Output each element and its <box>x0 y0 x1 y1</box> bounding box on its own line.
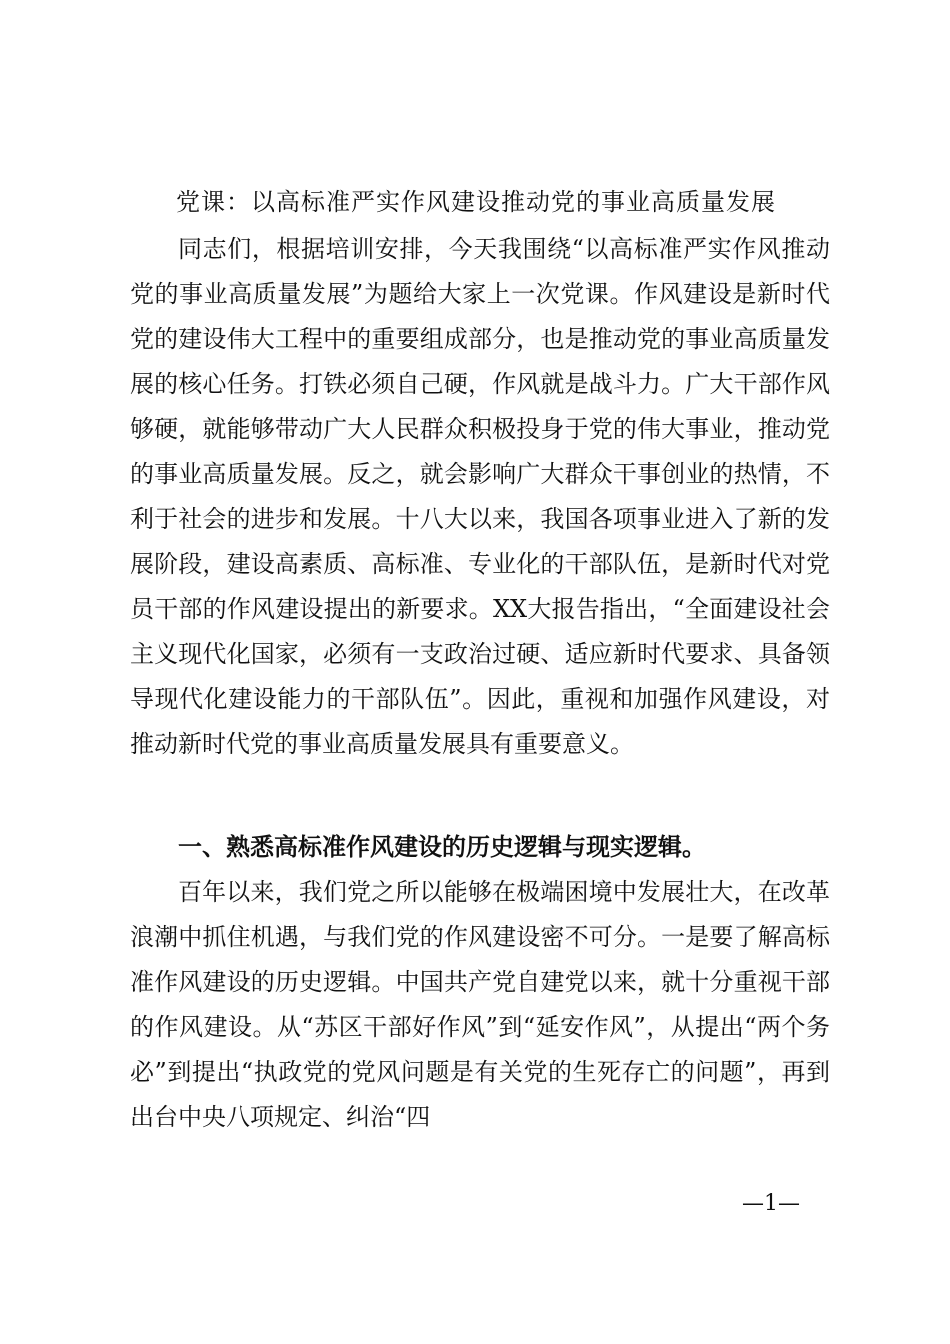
body-paragraph-intro: 同志们，根据培训安排，今天我围绕“以高标准严实作风推动党的事业高质量发展”为题给大家上一次党课。作风建设是新时代党的建设伟大工程中的重要组成部分，也是推动党的事业高质量发展的核心任务。打铁必须自己硬，作风就是战斗力。广大干部作风够硬，就能够带动广大人民群众积极投身于党的伟大事业，推动党的事业高质量发展。反之，就会影响广大群众干事创业的热情，不利于社会的进步和发展。十八大以来，我国各项事业进入了新的发展阶段，建设高素质、高标准、专业化的干部队伍，是新时代对党员干部的作风建设提出的新要求。XX大报告指出，“全面建设社会主义现代化国家，必须有一支政治过硬、适应新时代要求、具备领导现代化建设能力的干部队伍”。因此，重视和加强作风建设，对推动新时代党的事业高质量发展具有重要意义。 <box>130 235 830 758</box>
document-title: 党课：以高标准严实作风建设推动党的事业高质量发展 <box>176 188 776 216</box>
section-heading: 一、熟悉高标准作风建设的历史逻辑与现实逻辑。 <box>178 833 706 861</box>
page-number: —1— <box>742 1191 800 1216</box>
body-paragraph-history: 百年以来，我们党之所以能够在极端困境中发展壮大，在改革浪潮中抓住机遇，与我们党的作风建设密不可分。一是要了解高标准作风建设的历史逻辑。中国共产党自建党以来，就十分重视干部的作风建设。从“苏区干部好作风”到“延安作风”，从提出“两个务必”到提出“执政党的党风问题是有关党的生死存亡的问题”，再到出台中央八项规定、纠治“四 <box>130 878 830 1131</box>
